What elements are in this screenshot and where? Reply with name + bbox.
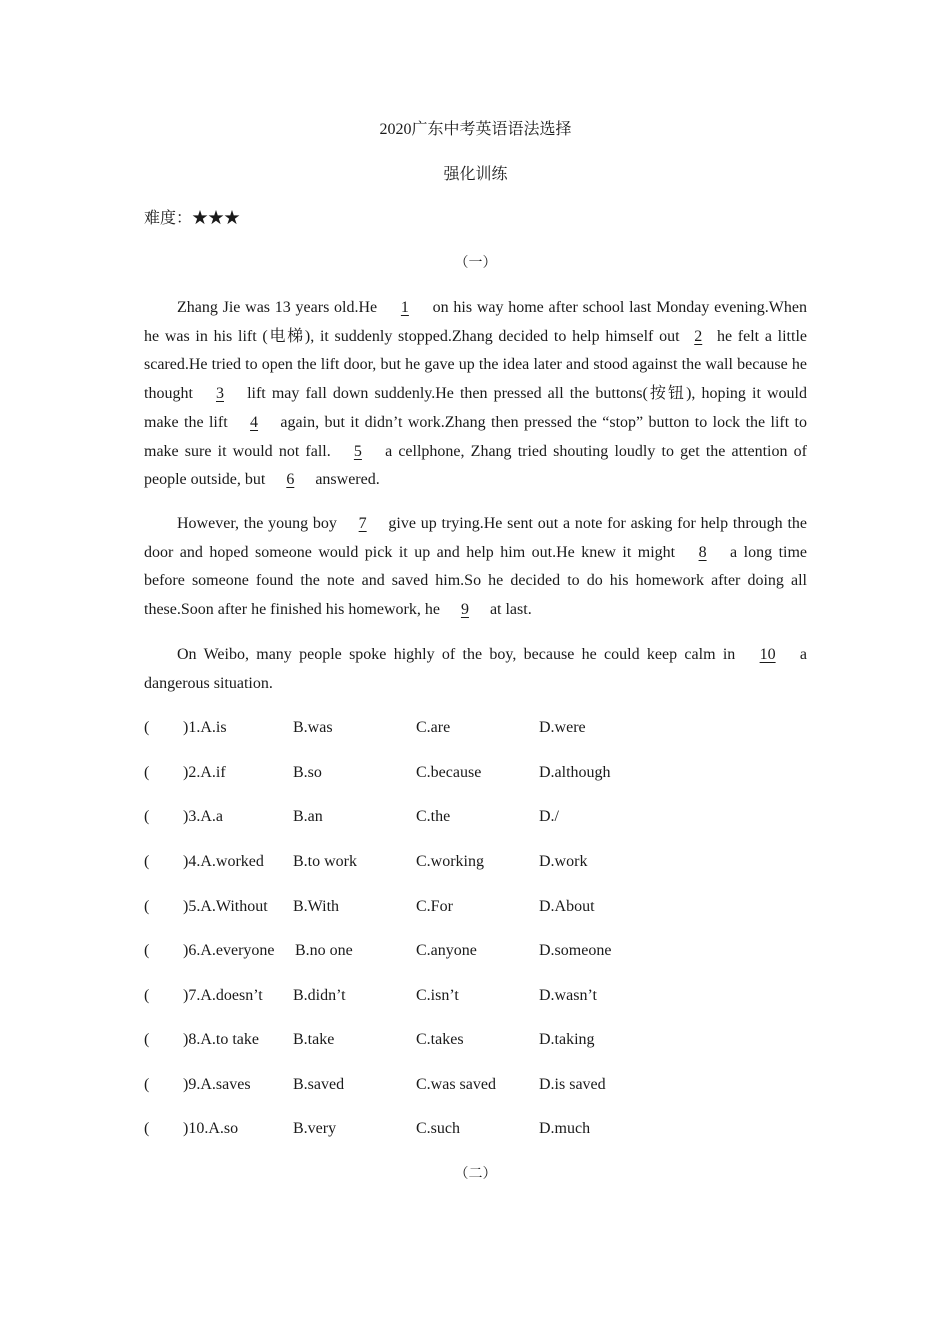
section-two-heading: （二） [454, 1167, 497, 1182]
option-b: B.very [293, 1120, 337, 1137]
blank-7: 7 [358, 515, 367, 532]
blank-2: 2 [694, 327, 703, 345]
option-c: C.was saved [416, 1076, 496, 1093]
option-c: C.the [416, 808, 451, 825]
option-a: )3.A.a [183, 808, 223, 825]
option-a: )9.A.saves [183, 1076, 251, 1093]
option-a: )4.A.worked [183, 853, 264, 870]
option-a: )1.A.is [183, 719, 227, 736]
option-c: C.because [416, 764, 482, 781]
passage-paragraph-1 [144, 294, 807, 495]
option-b: B.an [293, 808, 323, 825]
question-row [144, 985, 807, 1007]
option-d: D.wasn’t [539, 987, 597, 1004]
answer-bracket[interactable]: ( [144, 853, 150, 870]
option-b: B.saved [293, 1076, 345, 1093]
option-c: C.For [416, 898, 453, 915]
option-d: D.taking [539, 1031, 595, 1048]
blank-8: 8 [698, 543, 707, 561]
answer-bracket[interactable]: ( [144, 1031, 150, 1048]
difficulty-label: 难度： [144, 210, 193, 227]
answer-bracket[interactable]: ( [144, 1120, 150, 1137]
passage-text: On Weibo, many people spoke highly of the boy, because he could keep calm in [177, 646, 743, 663]
option-d: D.were [539, 719, 586, 736]
blank-10: 10 [759, 646, 776, 663]
option-d: D.is saved [539, 1076, 606, 1093]
passage-text: a dangerous situation. [144, 646, 808, 692]
answer-bracket[interactable]: ( [144, 1076, 150, 1093]
passage-text: give up trying.He sent out a note for asking for help through the door and hoped someone would pick it up and help him out.He knew it might [144, 515, 807, 561]
blank-4: 4 [250, 413, 259, 431]
passage-paragraph-2 [144, 510, 807, 625]
question-row [144, 717, 807, 739]
option-b: B.With [293, 898, 340, 915]
question-row [144, 896, 807, 918]
option-c: C.takes [416, 1031, 464, 1048]
option-b: B.take [293, 1031, 335, 1048]
difficulty-rating [144, 208, 240, 230]
question-row [144, 806, 807, 828]
option-b: B.was [293, 719, 333, 736]
option-c: C.such [416, 1120, 460, 1137]
passage-text: lift may fall down suddenly.He then pressed all the buttons(按钮), hoping it would make the lift [144, 385, 807, 431]
option-a: )2.A.if [183, 764, 226, 781]
option-c: C.isn’t [416, 987, 459, 1004]
passage-text: Zhang Jie was 13 years old.He [177, 299, 382, 316]
passage-text: a cellphone, Zhang tried shouting loudly to get the attention of people outside, but [144, 442, 807, 489]
question-row [144, 1118, 807, 1140]
passage-paragraph-3 [144, 641, 807, 698]
option-d: D.although [539, 764, 611, 781]
option-d: D.much [539, 1120, 591, 1137]
option-b: B.to work [293, 853, 357, 870]
option-a: )6.A.everyone [183, 942, 275, 959]
question-row [144, 762, 807, 784]
answer-bracket[interactable]: ( [144, 942, 150, 959]
blank-5: 5 [353, 442, 362, 460]
passage-text: he felt a little scared.He tried to open the lift door, but he gave up the idea later and stood against the wall because he thought [144, 327, 807, 403]
blank-1: 1 [400, 299, 409, 316]
answer-bracket[interactable]: ( [144, 898, 150, 915]
section-one-heading: （一） [454, 256, 497, 271]
question-row [144, 940, 807, 962]
passage-text: However, the young boy [177, 515, 342, 532]
document-title: 2020广东中考英语语法选择 [379, 121, 572, 138]
option-c: C.working [416, 853, 484, 870]
option-a: )7.A.doesn’t [183, 987, 263, 1004]
option-a: )8.A.to take [183, 1031, 259, 1048]
answer-bracket[interactable]: ( [144, 719, 150, 736]
option-d: D./ [539, 808, 559, 825]
option-a: )10.A.so [183, 1120, 239, 1137]
option-b: B.didn’t [293, 987, 346, 1004]
option-b: B.no one [295, 942, 353, 959]
passage-text: answered. [311, 471, 380, 489]
passage-text: at last. [485, 601, 532, 619]
option-d: D.About [539, 898, 595, 915]
question-row [144, 1074, 807, 1096]
question-row [144, 1029, 807, 1051]
answer-bracket[interactable]: ( [144, 987, 150, 1004]
document-subtitle: 强化训练 [443, 166, 508, 183]
blank-9: 9 [460, 601, 469, 619]
answer-bracket[interactable]: ( [144, 764, 150, 781]
question-row [144, 851, 807, 873]
option-b: B.so [293, 764, 322, 781]
blank-6: 6 [286, 471, 295, 489]
option-c: C.are [416, 719, 451, 736]
answer-bracket[interactable]: ( [144, 808, 150, 825]
option-c: C.anyone [416, 942, 477, 959]
difficulty-stars: ★★★ [192, 210, 241, 227]
option-d: D.someone [539, 942, 612, 959]
option-a: )5.A.Without [183, 898, 268, 915]
passage-text: again, but it didn’t work.Zhang then pressed the “stop” button to lock the lift to make sure it would not fall. [144, 413, 808, 460]
passage-text: on his way home after school last Monday evening.When he was in his lift (电梯), it suddenly stopped.Zhang decided to help himself out [144, 299, 807, 345]
passage-text: a long time before someone found the note and saved him.So he decided to do his homework after doing all these.Soon after he finished his homework, he [144, 543, 808, 619]
option-d: D.work [539, 853, 588, 870]
blank-3: 3 [215, 385, 224, 403]
